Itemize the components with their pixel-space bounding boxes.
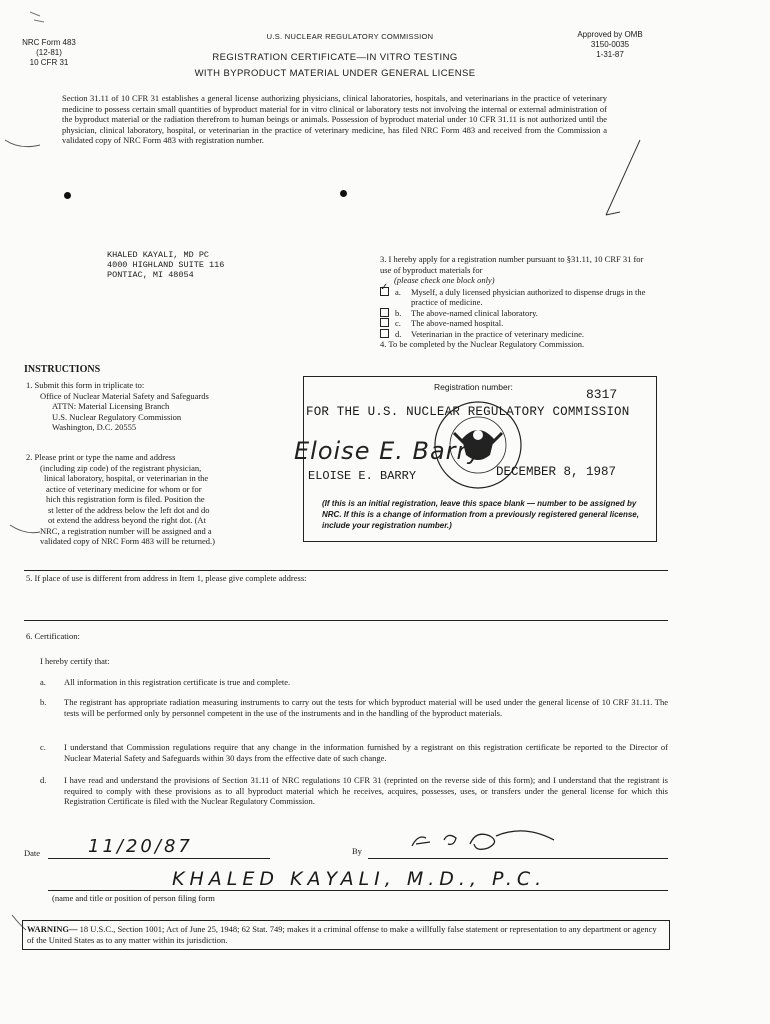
instruction-1-line: 1. Submit this form in triplicate to: — [26, 380, 145, 390]
nrc-registration-box — [294, 376, 657, 542]
cert-item-key: c. — [40, 742, 46, 752]
instruction-1 — [26, 380, 271, 433]
option-b-label: The above-named clinical laboratory. — [411, 307, 538, 318]
address-line1: KHALED KAYALI, MD PC — [107, 250, 210, 260]
cert-item-key: a. — [40, 677, 46, 687]
address-line2: 4000 HIGHLAND SUITE 116 — [107, 260, 225, 270]
filer-name-value: KHALED KAYALI, M.D., P.C. — [172, 868, 547, 890]
instruction-1-line: Office of Nuclear Material Safety and Safeguards — [40, 390, 209, 401]
instruction-2-line: hich this registration form is filed. Position the — [46, 494, 205, 504]
instruction-2-line: ot extend the address beyond the right dot. (At — [48, 515, 206, 525]
option-c-label: The above-named hospital. — [411, 318, 504, 328]
cert-item-d — [40, 775, 668, 807]
nrc-signer-name: ELOISE E. BARRY — [308, 469, 417, 483]
option-d[interactable] — [380, 329, 650, 340]
date-label: Date — [24, 848, 41, 858]
registrant-address — [107, 250, 224, 280]
checkbox-c[interactable] — [380, 318, 389, 327]
name-caption: (name and title or position of person filing form — [52, 893, 215, 903]
instruction-2-line: actice of veterinary medicine for whom or for — [46, 483, 202, 494]
checkbox-b[interactable] — [380, 308, 389, 317]
intro-paragraph: Section 31.11 of 10 CFR 31 establishes a general license authorizing physicians, clinical laboratories, hospitals, and veterinarians in the practice of veterinary medicine to possess certain small quantities of byproduct material for in vitro clinical or laboratory tests not involving the internal or external administration of the byproduct material or the radiation therefrom to human beings or animals. Possession of byproduct material under 10 CFR 31.11 is not authorized until the physician, clinical laboratory, hospital, or veterinarian in the practice of veterinary medicine, has filed NRC Form 483 and received from the Commission a validated copy of NRC Form 483 with registration number. — [62, 93, 607, 145]
option-d-key: d. — [395, 328, 402, 339]
checkbox-a-checked[interactable]: ✓ — [380, 287, 389, 296]
option-a-label: Myself, a duly licensed physician authorized to dispense drugs in the practice of medicine. — [411, 286, 646, 307]
form-title-line1: REGISTRATION CERTIFICATE—IN VITRO TESTING — [212, 52, 458, 63]
omb-label: Approved by OMB — [577, 30, 643, 39]
item3-block — [380, 254, 650, 350]
form-title-line2: WITH BYPRODUCT MATERIAL UNDER GENERAL LICENSE — [194, 68, 476, 79]
cert-item-key: b. — [40, 697, 47, 707]
warning-text: 18 U.S.C., Section 1001; Act of June 25, 1948; 62 Stat. 749; makes it a criminal offense to make a willfully false statement or representation to any department or agency of the United States as to any matter within its jurisdiction. — [27, 924, 657, 945]
registration-number: 8317 — [586, 387, 618, 402]
option-b-key: b. — [395, 307, 402, 318]
cert-item-a — [40, 677, 668, 688]
instruction-1-line: U.S. Nuclear Regulatory Commission — [52, 411, 182, 422]
form-cfr: 10 CFR 31 — [29, 58, 69, 67]
registration-number-label: Registration number: — [434, 382, 513, 392]
certification-heading: 6. Certification: — [26, 631, 80, 641]
item4-text: 4. To be completed by the Nuclear Regulatory Commission. — [380, 339, 585, 349]
cert-item-text: The registrant has appropriate radiation measuring instruments to carry out the tests for which byproduct material will be used under the general license of 10 CRF 31.11. The tests will be performed only by personnel competent in the use of the instruments and in the handling of the byproduct materials. — [64, 697, 668, 718]
by-label: By — [352, 846, 362, 856]
cert-item-text: All information in this registration certificate is true and complete. — [64, 677, 291, 687]
agency-name: U.S. NUCLEAR REGULATORY COMMISSION — [266, 32, 434, 41]
cert-item-b — [40, 697, 668, 718]
certification-intro: I hereby certify that: — [40, 656, 110, 666]
date-value: 11/20/87 — [88, 836, 193, 857]
instruction-2-line: st letter of the address below the left dot and do — [48, 504, 210, 515]
name-line[interactable] — [48, 890, 668, 891]
instruction-2-line: (including zip code) of the registrant physician, — [40, 462, 202, 473]
nrc-signature: Eloise E. Barry — [294, 437, 483, 465]
omb-date: 1-31-87 — [596, 50, 624, 59]
instructions-heading: INSTRUCTIONS — [24, 364, 101, 375]
for-commission-line: FOR THE U.S. NUCLEAR REGULATORY COMMISSION — [306, 405, 630, 419]
option-c[interactable] — [380, 318, 650, 329]
instruction-2-line: 2. Please print or type the name and address — [26, 452, 176, 462]
cert-item-text: I understand that Commission regulations require that any change in the information furnished by a registrant on this registration certificate be reported to the Director of Nuclear Material Safety and Safeguards within 30 days from the effective date of such change. — [64, 742, 668, 763]
instruction-2 — [26, 452, 271, 547]
date-line[interactable] — [48, 858, 270, 859]
warning-label: WARNING— — [27, 924, 78, 934]
instruction-1-line: ATTN: Material Licensing Branch — [52, 401, 170, 411]
warning-box — [22, 920, 670, 950]
nrc-box-note: (If this is an initial registration, leave this space blank — number to be assigned by NRC. If this is a change of information from a previously registered general license, include your registration number.) — [322, 499, 639, 530]
option-a[interactable] — [380, 281, 650, 308]
option-b[interactable] — [380, 308, 650, 319]
cert-item-c — [40, 742, 668, 763]
item3-text: 3. I hereby apply for a registration number pursuant to §31.11, 10 CRF 31 for use of byproduct materials for — [380, 254, 644, 275]
option-c-key: c. — [395, 318, 401, 328]
nrc-issue-date: DECEMBER 8, 1987 — [496, 465, 617, 479]
item5-answer-line[interactable] — [24, 620, 668, 621]
cert-item-key: d. — [40, 775, 47, 785]
option-a-key: a. — [395, 286, 401, 297]
form-id: NRC Form 483 — [22, 38, 76, 47]
item5-label: 5. If place of use is different from address in Item 1, please give complete address: — [26, 573, 307, 583]
option-d-label: Veterinarian in the practice of veterinary medicine. — [411, 328, 584, 339]
warning-content — [27, 924, 663, 945]
instruction-2-line: NRC, a registration number will be assigned and a — [40, 525, 212, 536]
instruction-1-line: Washington, D.C. 20555 — [52, 422, 137, 432]
address-line3: PONTIAC, MI 48054 — [107, 270, 194, 280]
instruction-2-line: validated copy of NRC Form 483 will be returned.) — [40, 536, 215, 546]
cert-item-text: I have read and understand the provisions of Section 31.11 of NRC regulations 10 CFR 31 (reprinted on the reverse side of this form); and I understand that the registrant is required to comply with these provisions as to all byproduct material which he receives, acquires, possesses, uses, or transfers under the general license for which this Registration Certificate is filed with the Nuclear Regulatory Commission. — [64, 775, 668, 806]
checkbox-d[interactable] — [380, 329, 389, 338]
instruction-2-line: linical laboratory, hospital, or veterinarian in the — [44, 473, 209, 483]
item5-top-rule — [24, 570, 668, 571]
form-date: (12-81) — [36, 48, 62, 57]
omb-number: 3150-0035 — [590, 40, 630, 49]
applicant-signature — [404, 826, 574, 860]
item3-note: (please check one block only) — [394, 275, 495, 285]
